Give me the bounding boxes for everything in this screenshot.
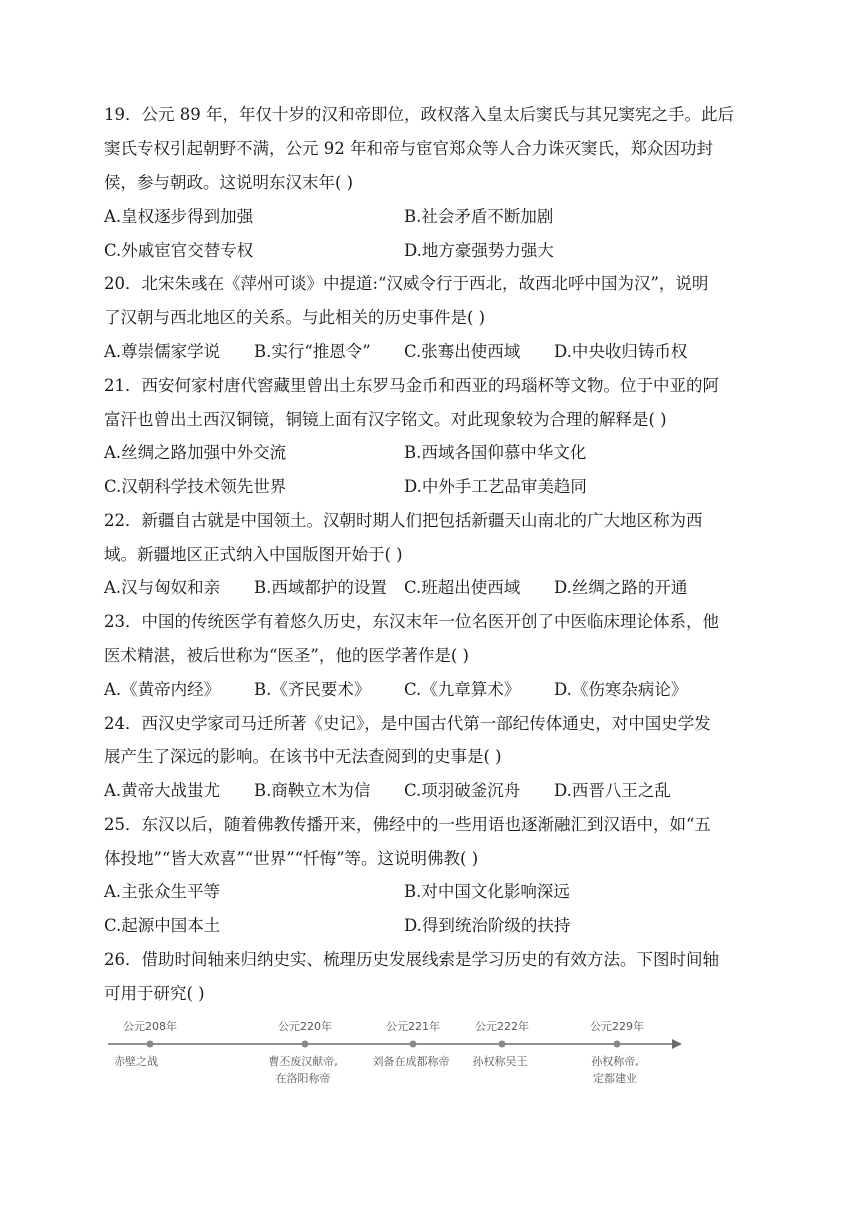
q25-option-c[interactable]: C.起源中国本土	[104, 916, 221, 935]
timeline-event-label: 孙权称吴王	[472, 1055, 528, 1068]
q23-line-1: 23．中国的传统医学有着悠久历史，东汉末年一位名医开创了中医临床理论体系，他	[104, 612, 719, 631]
q22-option-a[interactable]: A.汉与匈奴和亲	[104, 578, 221, 597]
q26-line-1: 26．借助时间轴来归纳史实、梳理历史发展线索是学习历史的有效方法。下图时间轴	[104, 950, 719, 969]
q20-option-a[interactable]: A.尊崇儒家学说	[104, 342, 221, 361]
q21-option-b[interactable]: B.西域各国仰慕中华文化	[404, 443, 587, 462]
timeline-event-label: 孙权称帝,	[591, 1055, 639, 1068]
q21-option-c[interactable]: C.汉朝科学技术领先世界	[104, 477, 287, 496]
q21-line-2: 富汗也曾出土西汉铜镜，铜镜上面有汉字铭文。对此现象较为合理的解释是( )	[104, 410, 667, 429]
q24-option-c[interactable]: C.项羽破釜沉舟	[404, 781, 521, 800]
q24-option-a[interactable]: A.黄帝大战蚩尤	[104, 781, 221, 800]
q19-line-1: 19．公元 89 年，年仅十岁的汉和帝即位，政权落入皇太后窦氏与其兄窦宪之手。此后	[104, 105, 734, 124]
timeline-dot	[499, 1041, 506, 1048]
q20-option-b[interactable]: B.实行“推恩令”	[254, 342, 371, 361]
q23-line-2: 医术精湛，被后世称为“医圣”，他的医学著作是( )	[104, 646, 469, 665]
q21-option-a[interactable]: A.丝绸之路加强中外交流	[104, 443, 287, 462]
timeline-svg	[100, 1010, 690, 1100]
q25-option-b[interactable]: B.对中国文化影响深远	[404, 882, 570, 901]
q23-option-a[interactable]: A.《黄帝内经》	[104, 680, 221, 699]
q20-option-c[interactable]: C.张骞出使西域	[404, 342, 521, 361]
q21-option-d[interactable]: D.中外手工艺品审美趋同	[404, 477, 587, 496]
timeline-year-label: 公元220年	[278, 1020, 332, 1033]
q19-option-b[interactable]: B.社会矛盾不断加剧	[404, 207, 554, 226]
q21-line-1: 21．西安何家村唐代窖藏里曾出土东罗马金币和西亚的玛瑙杯等文物。位于中亚的阿	[104, 376, 719, 395]
q19-option-a[interactable]: A.皇权逐步得到加强	[104, 207, 254, 226]
q25-option-d[interactable]: D.得到统治阶级的扶持	[404, 916, 571, 935]
timeline-year-label: 公元222年	[475, 1020, 529, 1033]
q25-line-2: 体投地”“皆大欢喜”“世界”“忏悔”等。这说明佛教( )	[104, 849, 479, 868]
q22-line-2: 域。新疆地区正式纳入中国版图开始于( )	[104, 545, 403, 564]
timeline-event-label: 赤壁之战	[114, 1055, 158, 1068]
q20-option-d[interactable]: D.中央收归铸币权	[554, 342, 688, 361]
timeline-year-label: 公元208年	[123, 1020, 177, 1033]
timeline-event-label: 刘备在成都称帝	[372, 1055, 450, 1068]
timeline-event-label: 曹丕废汉献帝,	[268, 1055, 338, 1068]
timeline-event-label: 在洛阳称帝	[275, 1072, 331, 1085]
timeline-year-label: 公元229年	[590, 1020, 644, 1033]
q25-option-a[interactable]: A.主张众生平等	[104, 882, 221, 901]
q23-option-d[interactable]: D.《伤寒杂病论》	[554, 680, 688, 699]
q19-line-2: 窦氏专权引起朝野不满，公元 92 年和帝与宦官郑众等人合力诛灭窦氏，郑众因功封	[104, 139, 713, 158]
timeline-dot	[147, 1041, 154, 1048]
timeline-dot	[614, 1041, 621, 1048]
timeline-arrow-icon	[672, 1039, 682, 1049]
q22-option-d[interactable]: D.丝绸之路的开通	[554, 578, 688, 597]
timeline-year-label: 公元221年	[386, 1020, 440, 1033]
timeline-figure	[100, 1010, 690, 1100]
q19-line-3: 侯，参与朝政。这说明东汉末年( )	[104, 173, 354, 192]
q24-line-1: 24．西汉史学家司马迁所著《史记》，是中国古代第一部纪传体通史，对中国史学发	[104, 714, 711, 733]
q23-option-b[interactable]: B.《齐民要术》	[254, 680, 371, 699]
q20-line-2: 了汉朝与西北地区的关系。与此相关的历史事件是( )	[104, 308, 486, 327]
q22-option-b[interactable]: B.西域都护的设置	[254, 578, 387, 597]
q24-line-2: 展产生了深远的影响。在该书中无法查阅到的史事是( )	[104, 747, 502, 766]
timeline-dot	[302, 1041, 309, 1048]
q24-option-b[interactable]: B.商鞅立木为信	[254, 781, 371, 800]
timeline-event-label: 定都建业	[593, 1072, 637, 1085]
q26-line-2: 可用于研究( )	[104, 984, 205, 1003]
q20-line-1: 20．北宋朱彧在《萍州可谈》中提道:“汉威令行于西北，故西北呼中国为汉”，说明	[104, 274, 709, 293]
q25-line-1: 25．东汉以后，随着佛教传播开来，佛经中的一些用语也逐渐融汇到汉语中，如“五	[104, 815, 711, 834]
q24-option-d[interactable]: D.西晋八王之乱	[554, 781, 671, 800]
q22-line-1: 22．新疆自古就是中国领土。汉朝时期人们把包括新疆天山南北的广大地区称为西	[104, 511, 703, 530]
q19-option-c[interactable]: C.外戚宦官交替专权	[104, 241, 254, 260]
timeline-dot	[410, 1041, 417, 1048]
q19-option-d[interactable]: D.地方豪强势力强大	[404, 241, 554, 260]
q22-option-c[interactable]: C.班超出使西域	[404, 578, 521, 597]
q23-option-c[interactable]: C.《九章算术》	[404, 680, 521, 699]
